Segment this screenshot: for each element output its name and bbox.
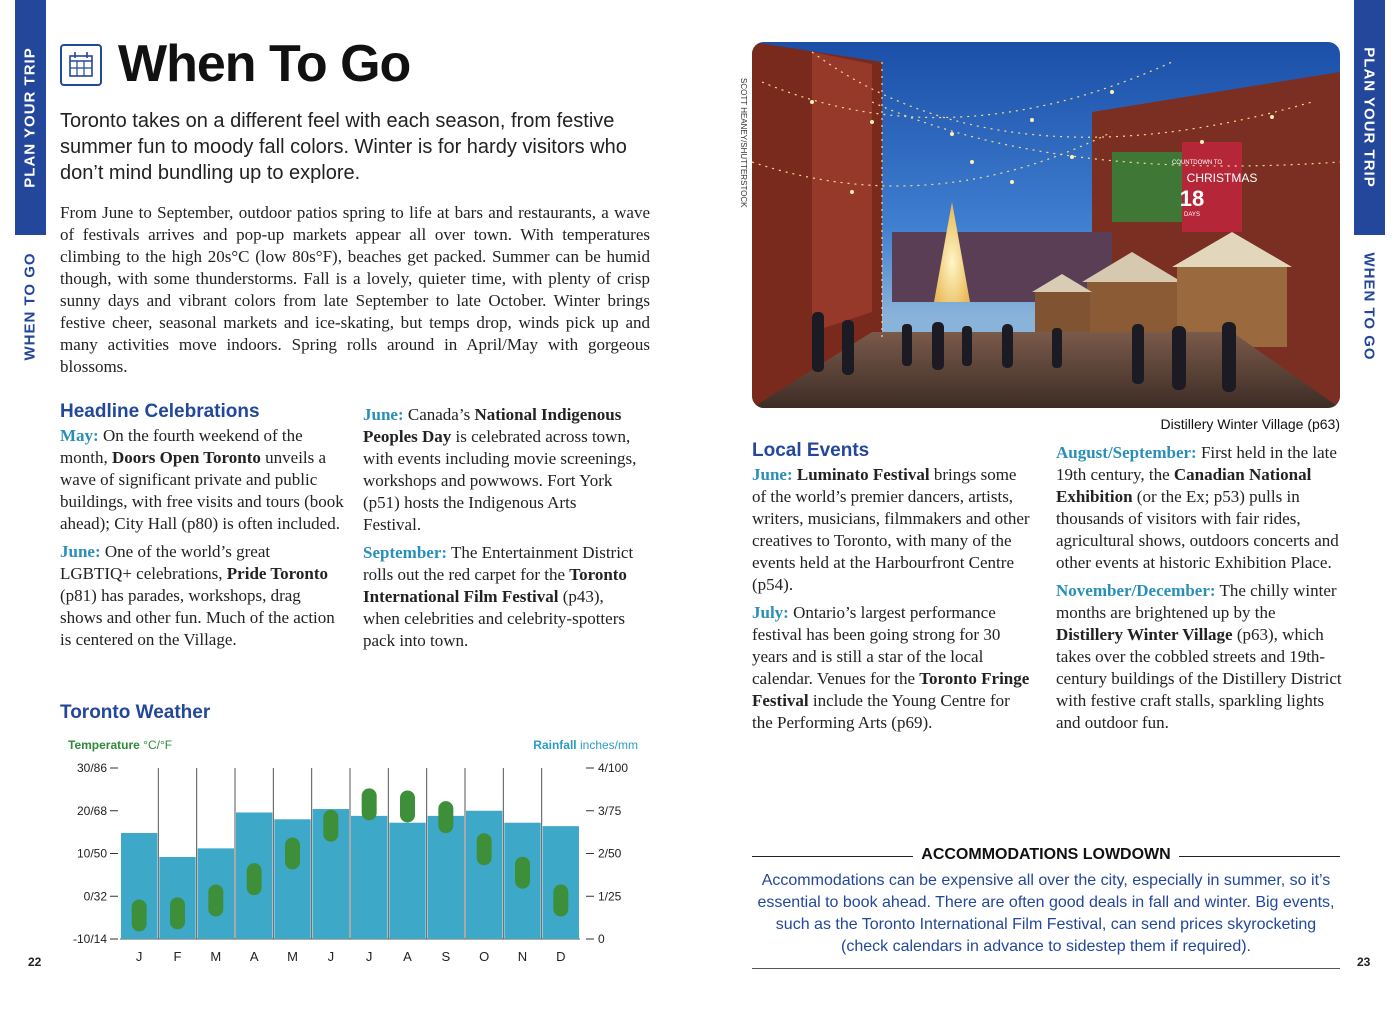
calendar-icon: [60, 44, 102, 86]
distillery-photo: [752, 42, 1340, 408]
event-text: First held in the late 19th century, the: [1056, 443, 1337, 484]
temperature-marker: [323, 810, 338, 842]
event-novdec-distillery: [1056, 580, 1342, 734]
event-lead: July:: [752, 603, 789, 622]
event-text: (p63), which takes over the cobbled streets and 19th-century buildings of the Distillery District with festive craft stalls, sparkling lights and outdoor fun.: [1056, 625, 1342, 732]
temperature-marker: [515, 857, 530, 889]
temperature-marker: [438, 801, 453, 833]
event-text: Ontario’s largest performance festival has been going strong for 30 years and is still a star of the local calendar. Venues for the: [752, 603, 1001, 688]
days-sign-label: DAYS: [1184, 212, 1200, 218]
temperature-marker: [400, 790, 415, 822]
rain-tick-label: 1/25: [598, 889, 622, 904]
weather-chart-svg: [60, 735, 660, 970]
month-label: A: [249, 949, 259, 964]
month-label: M: [287, 949, 298, 964]
event-text: The chilly winter months are brightened up by the: [1056, 581, 1337, 622]
temperature-marker: [362, 788, 377, 820]
event-text: (p81) has parades, workshops, drag shows and other fun. Much of the action is centered on the Village.: [60, 586, 335, 649]
temperature-marker: [170, 897, 185, 929]
event-text: One of the world’s great LGBTIQ+ celebrations,: [60, 542, 271, 583]
event-july-fringe: [752, 602, 1032, 734]
month-label: O: [479, 949, 490, 964]
temp-tick-label: 30/86: [76, 761, 107, 775]
days-sign: 18: [1179, 186, 1205, 211]
event-text: brings some of the world’s premier dancers, artists, writers, musicians, filmmakers and other creatives to Toronto, with many of the events held at the Harbourfront Centre (p54).: [752, 465, 1030, 594]
event-text: Canada’s: [403, 405, 475, 424]
temperature-marker: [477, 833, 492, 865]
rain-tick-label: 3/75: [598, 803, 622, 818]
event-text: include the Young Centre for the Performing Arts (p69).: [752, 691, 1010, 732]
rain-legend-label: Rainfall: [533, 738, 577, 752]
weather-chart: [60, 735, 660, 970]
photo-caption: Distillery Winter Village (p63): [1160, 416, 1340, 432]
event-text: The Entertainment District rolls out the red carpet for the: [363, 543, 634, 584]
event-highlight: Distillery Winter Village: [1056, 625, 1233, 644]
temp-tick-label: 20/68: [76, 803, 107, 818]
event-may: [60, 425, 345, 535]
headline-title: Headline Celebrations: [60, 401, 260, 422]
temp-tick-label: 10/50: [76, 846, 107, 861]
page-number-left: 22: [28, 955, 42, 969]
event-highlight: National Indigenous Peoples Day: [363, 405, 622, 446]
month-label: A: [403, 949, 412, 964]
event-highlight: Toronto International Film Festival: [363, 565, 627, 606]
month-label: M: [210, 949, 222, 964]
page-title: When To Go: [118, 35, 411, 93]
body-paragraph: From June to September, outdoor patios spring to life at bars and restaurants, a wave of festivals arrives and pop-up markets appear all over town. With temperatures climbing to the high 20s°C (low 80s°F), beaches get packed. Summer can be humid though, with some thunderstorms. Fall is a lovely, quieter time, with plenty of crisp sunny days and vibrant colors from late September to late October. Winter brings festive cheer, seasonal markets and ice-skating, but temps drop, winds pick up and many activities move indoors. Spring rolls around in April/May with gorgeous blossoms.: [60, 203, 650, 376]
temperature-marker: [285, 838, 300, 870]
rainfall-bar: [428, 816, 464, 939]
event-lead: May:: [60, 426, 99, 445]
event-june-luminato: [752, 464, 1032, 596]
rainfall-bar: [543, 826, 579, 939]
side-label: WHEN TO GO: [22, 251, 39, 361]
weather-title: Toronto Weather: [60, 702, 211, 723]
month-label: J: [365, 949, 373, 964]
rain-tick-label: 0: [598, 932, 605, 946]
plan-your-trip-tab-right: [1354, 0, 1385, 235]
accommodations-box: [752, 846, 1340, 969]
event-lead: June:: [363, 405, 404, 424]
event-lead: September:: [363, 543, 448, 562]
event-highlight: Doors Open Toronto: [111, 448, 261, 467]
event-text: (p43), when celebrities and celebrity-spotters pack into town.: [363, 587, 625, 650]
month-label: J: [135, 949, 143, 964]
temperature-marker: [247, 863, 262, 895]
photo-credit: SCOTT HEANEY/SHUTTERSTOCK: [739, 78, 748, 208]
event-highlight: Pride Toronto: [226, 564, 329, 583]
event-september: [363, 542, 638, 652]
rainfall-bar: [389, 823, 425, 939]
accommodations-title: ACCOMMODATIONS LOWDOWN: [913, 846, 1178, 863]
event-highlight: Canadian National Exhibition: [1056, 465, 1312, 506]
temp-legend-label: Temperature: [68, 738, 140, 752]
temp-legend-unit: °C/°F: [139, 738, 173, 752]
event-lead: August/September:: [1056, 443, 1197, 462]
month-label: S: [441, 949, 451, 964]
local-column-1: [752, 440, 1032, 740]
event-highlight: Toronto Fringe Festival: [752, 669, 1030, 710]
rain-tick-label: 2/50: [598, 846, 622, 861]
month-label: D: [556, 949, 566, 964]
event-augsep-cne: [1056, 442, 1342, 574]
event-text: On the fourth weekend of the month,: [60, 426, 303, 467]
rainfall-bar: [274, 819, 310, 939]
local-events-title: Local Events: [752, 440, 870, 461]
tab-label: PLAN YOUR TRIP: [1361, 47, 1378, 188]
countdown-sign: COUNTDOWN TO: [1171, 160, 1223, 166]
event-text: is celebrated across town, with events including movie screenings, workshops and powwows. Fort York (p51) hosts the Indigenous Arts Festival.: [363, 427, 637, 534]
accommodations-text: Accommodations can be expensive all over the city, especially in summer, so it’s essential to book ahead. There are often good deals in fall and winter. Big events, such as the Toronto International Film Festival, can send prices skyrocketing (check calendars in advance to sidestep them if required).: [757, 872, 1335, 955]
event-text: unveils a wave of significant private and public buildings, with free visits and tours (book ahead); City Hall (p80) is often included.: [60, 448, 344, 533]
accommodations-rule: [752, 968, 1340, 969]
event-text: (or the Ex; p53) pulls in thousands of visitors with fair rides, agricultural shows, outdoors concerts and other events at historic Exhibition Place.: [1056, 487, 1339, 572]
tab-label: PLAN YOUR TRIP: [22, 47, 39, 188]
event-lead: June:: [60, 542, 101, 561]
side-label: WHEN TO GO: [1361, 251, 1378, 361]
event-june-indigenous: [363, 404, 638, 536]
month-label: N: [517, 949, 528, 964]
temp-tick-label: 0/32: [83, 889, 107, 904]
rain-tick-label: 4/100: [598, 761, 629, 775]
page-number-right: 23: [1357, 955, 1371, 969]
event-highlight: Luminato Festival: [796, 465, 930, 484]
temp-tick-label: -10/14: [72, 932, 107, 946]
event-lead: June:: [752, 465, 793, 484]
local-column-2: [1056, 442, 1342, 740]
accommodations-header: [752, 846, 1340, 866]
temperature-marker: [208, 885, 223, 917]
rainfall-bar: [466, 811, 502, 939]
headline-column-1: [60, 401, 345, 657]
rain-legend-unit: inches/mm: [576, 738, 638, 752]
temperature-marker: [553, 885, 568, 917]
when-to-go-side-left: [15, 236, 46, 376]
event-june-pride: [60, 541, 345, 651]
event-lead: November/December:: [1056, 581, 1216, 600]
plan-your-trip-tab-left: [15, 0, 46, 235]
month-label: J: [327, 949, 335, 964]
when-to-go-side-right: [1354, 236, 1385, 376]
intro-text: Toronto takes on a different feel with each season, from festive summer fun to moody fall colors. Winter is for hardy visitors who don’t mind bundling up to explore.: [60, 110, 627, 184]
month-label: F: [173, 949, 182, 964]
headline-column-2: [363, 404, 638, 658]
christmas-sign: CHRISTMAS: [1186, 171, 1258, 185]
rainfall-bar: [351, 816, 387, 939]
temperature-marker: [132, 899, 147, 931]
